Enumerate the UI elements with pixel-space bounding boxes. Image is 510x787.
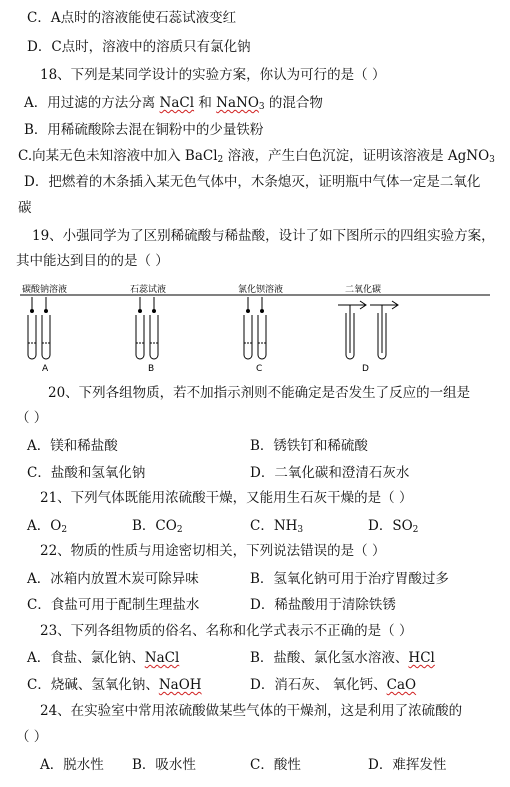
q23-option-a: A．食盐、氯化钠、NaCl	[27, 650, 180, 666]
q24-stem-line1: 24、在实验室中常用浓硫酸做某些气体的干燥剂，这是利用了浓硫酸的	[40, 703, 463, 719]
figure-letter-b: B	[148, 364, 155, 374]
gas-tubes-d	[338, 301, 398, 359]
q20-stem-line1: 20、下列各组物质，若不加指示剂则不能确定是否发生了反应的一组是	[48, 385, 471, 401]
q22-option-d: D．稀盐酸用于清除铁锈	[250, 597, 396, 613]
q24-option-b: B．吸水性	[132, 757, 196, 773]
figure-label-c: 氯化钡溶液	[238, 285, 284, 295]
figure-letter-a: A	[42, 364, 49, 374]
q23-stem: 23、下列各组物质的俗名、名称和化学式表示不正确的是（ ）	[40, 623, 413, 639]
q21-option-a: A．$O_2$	[27, 518, 68, 535]
q19-experiment-figure	[20, 283, 490, 375]
q18-option-a: A．用过滤的方法分离 NaCl 和 NaNO$_3$ 的混合物	[24, 95, 323, 112]
q23-option-b: B．盐酸、氯化氢水溶液、HCl	[250, 650, 435, 666]
q19-stem-line2: 其中能达到目的的是（ ）	[16, 253, 169, 269]
q20-option-a: A．镁和稀盐酸	[27, 438, 118, 454]
prev-option-d: D．C点时，溶液中的溶质只有氯化钠	[27, 39, 251, 55]
q18-option-c: C.向某无色未知溶液中加入 BaCl$_2$ 溶液，产生白色沉淀，证明该溶液是 AgNO$_3$	[18, 148, 495, 165]
q24-option-d: D．难挥发性	[368, 757, 447, 773]
q20-option-d: D．二氧化碳和澄清石灰水	[250, 465, 410, 481]
test-tubes-a	[28, 297, 50, 359]
q24-option-a: A．脱水性	[40, 757, 104, 773]
q20-option-c: C．盐酸和氢氧化钠	[27, 465, 146, 481]
q22-option-c: C．食盐可用于配制生理盐水	[27, 597, 200, 613]
figure-letter-d: D	[362, 364, 369, 374]
q22-option-b: B．氢氧化钠可用于治疗胃酸过多	[250, 571, 449, 587]
q18-option-d-line2: 碳	[18, 200, 32, 216]
q21-option-c: C．$NH_3$	[250, 518, 304, 535]
q21-option-d: D．$SO_2$	[368, 518, 419, 535]
experiment-diagram	[20, 283, 490, 375]
q21-stem: 21、下列气体既能用浓硫酸干燥，又能用生石灰干燥的是（ ）	[40, 490, 413, 506]
q20-stem-line2: （ ）	[16, 410, 48, 426]
q24-option-c: C．酸性	[250, 757, 301, 773]
q18-stem: 18、下列是某同学设计的实验方案，你认为可行的是（ ）	[40, 67, 386, 83]
test-tubes-b	[136, 297, 158, 359]
q21-option-b: B．$CO_2$	[132, 518, 183, 535]
figure-label-a: 碳酸钠溶液	[22, 285, 68, 295]
figure-letter-c: C	[256, 364, 263, 374]
prev-option-c: C．A点时的溶液能使石蕊试液变红	[27, 10, 237, 26]
q22-option-a: A．冰箱内放置木炭可除异味	[27, 571, 199, 587]
q18-option-b: B．用稀硫酸除去混在铜粉中的少量铁粉	[24, 122, 264, 138]
q20-option-b: B．锈铁钉和稀硫酸	[250, 438, 368, 454]
q23-option-c: C．烧碱、氢氧化钠、NaOH	[27, 677, 202, 693]
figure-label-d: 二氧化碳	[345, 285, 382, 295]
figure-label-b: 石蕊试液	[130, 285, 167, 295]
q19-stem-line1: 19、小强同学为了区别稀硫酸与稀盐酸，设计了如下图所示的四组实验方案，	[32, 228, 495, 244]
q23-option-d: D．消石灰、 氧化钙、CaO	[250, 677, 417, 693]
test-tubes-c	[244, 297, 266, 359]
q24-stem-line2: （ ）	[16, 729, 48, 745]
q22-stem: 22、物质的性质与用途密切相关，下列说法错误的是（ ）	[40, 543, 386, 559]
q18-option-d-line1: D．把燃着的木条插入某无色气体中，木条熄灭，证明瓶中气体一定是二氧化	[24, 174, 481, 190]
